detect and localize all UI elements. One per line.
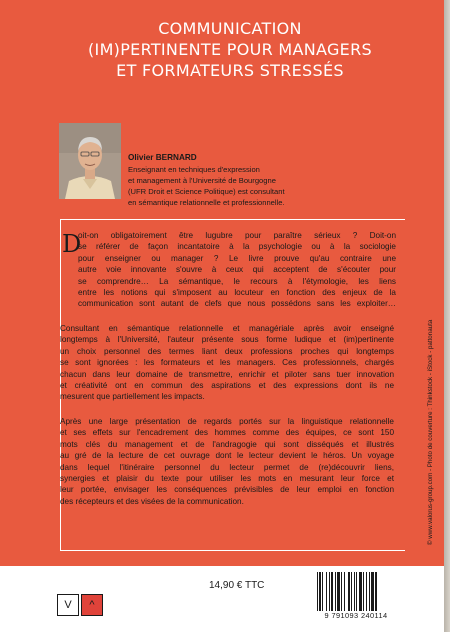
- photo-credits: © www.valorus-group.com - Photo de couverture : Thinkstock - iStock - pattonauta: [427, 319, 434, 545]
- blurb-paragraph-1: [78, 230, 396, 310]
- barcode-bar: [329, 572, 330, 612]
- publisher-logo-arrow: ^: [81, 594, 103, 616]
- barcode-bar: [363, 572, 364, 612]
- paragraph-line: et ses effets sur l'encadrement des hommes comme des équipes, ce sont 150: [60, 428, 394, 438]
- paragraph-line: un choix personnel des termes liant deux professions proches qui longtemps: [60, 346, 394, 356]
- barcode-bar: [359, 572, 362, 612]
- book-title: [60, 18, 400, 81]
- paragraph-line: Consultant en sémantique relationnelle et managériale après avoir enseigné: [60, 324, 394, 333]
- barcode-bar: [371, 572, 374, 612]
- barcode-bar: [354, 572, 355, 612]
- barcode-bar: [344, 572, 345, 612]
- barcode-bar: [317, 572, 318, 612]
- barcode-bar: [322, 572, 323, 612]
- paragraph-line: des récepteurs et des visées de la communication.: [60, 496, 244, 506]
- barcode-bar: [375, 572, 377, 612]
- paragraph-line: chacun dans leur domaine de transmettre, enrichir et piloter sans tuer innovation: [60, 369, 394, 379]
- drop-cap: D: [62, 230, 82, 258]
- paragraph-line: Après une large présentation de regards portés sur la linguistique relationnelle: [60, 417, 394, 426]
- paragraph-line: pour enseigner ou manager ? Le livre prouve qu'au contraire une: [78, 253, 396, 263]
- author-bio-line: (UFR Droit et Science Politique) est consultant: [128, 187, 285, 196]
- paragraph-line: se comprendre… La sémantique, le recours à l'étymologie, les liens: [78, 276, 396, 286]
- barcode-bar: [366, 572, 367, 612]
- barcode-bar: [348, 572, 350, 612]
- author-photo-illustration: [59, 123, 121, 199]
- paragraph-line: entre les notions qui s'imposent au locuteur en fonction des enjeux de la: [78, 288, 396, 298]
- price-label: 14,90 € TTC: [209, 580, 265, 591]
- barcode-bar: [369, 572, 370, 612]
- barcode-bar: [341, 572, 342, 612]
- paragraph-line: communication sont autant de clefs que nous possédons sans les exploiter…: [78, 299, 396, 309]
- title-line-2: (IM)PERTINENTE POUR MANAGERS: [88, 40, 372, 59]
- barcode-bar: [351, 572, 352, 612]
- barcode-bar: [335, 572, 336, 612]
- paragraph-line: se référer de façon incantatoire à la psychologie ou à la sociologie: [78, 242, 396, 252]
- paragraph-line: synergies et plaisir du texte pour utiliser les mots en mesurant leur force et: [60, 474, 394, 484]
- paragraph-line: autre voie innovante s'ouvre à ceux qui acceptent de s'écouter pour: [78, 265, 396, 275]
- blurb-paragraph-3: [60, 416, 394, 507]
- barcode-bar: [331, 572, 333, 612]
- barcode-number: 9 791093 240114: [316, 611, 396, 620]
- paragraph-line: au gré de la lecture de cet ouvrage dont le lecteur devient le héros. Un voyage: [60, 451, 394, 461]
- blurb-paragraph-2: [60, 323, 394, 403]
- paragraph-line: se sont ignorées : les formateurs et les managers. Ces professionnels, chargés: [60, 358, 394, 368]
- author-bio-line: Enseignant en techniques d'expression: [128, 165, 260, 174]
- title-line-3: ET FORMATEURS STRESSÉS: [116, 61, 344, 80]
- paragraph-line: mots clés du management et de l'andragogie qui sont disséqués et illustrés: [60, 439, 394, 449]
- paragraph-line: oit-on obligatoirement être lugubre pour paraître sérieux ? Doit-on: [78, 231, 396, 240]
- paragraph-line: dans lequel l'itinéraire personnel du lecteur permet de (re)découvrir liens,: [60, 462, 394, 472]
- author-name: Olivier BERNARD: [128, 153, 197, 162]
- title-line-1: COMMUNICATION: [158, 19, 302, 38]
- paragraph-line: mesurent que partiellement les impacts.: [60, 392, 205, 402]
- author-bio-line: et management à l'Université de Bourgogne: [128, 176, 276, 185]
- author-bio: [128, 164, 328, 208]
- paragraph-line: longtemps à l'Université, l'auteur présente sous forme ludique et (im)pertinente: [60, 335, 394, 345]
- publisher-logo-v: V: [57, 594, 79, 616]
- author-portrait: [59, 123, 121, 199]
- barcode-bar: [337, 572, 340, 612]
- page-edge: [444, 0, 450, 632]
- barcode-bars: [314, 572, 398, 612]
- barcode-bar: [326, 572, 327, 612]
- publisher-logo: [57, 594, 105, 616]
- barcode-bar: [319, 572, 321, 612]
- paragraph-line: leur portée, envisager les conséquences prévisibles de leur emploi en fonction: [60, 485, 394, 495]
- author-bio-line: en sémantique relationnelle et professionnelle.: [128, 198, 285, 207]
- paragraph-line: et créativité ont en commun des aspirations et des expressions dont ils ne: [60, 381, 394, 391]
- barcode-bar: [356, 572, 357, 612]
